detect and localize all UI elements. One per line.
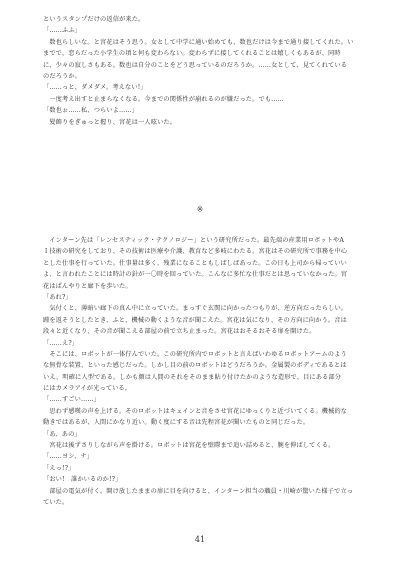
page-number: 41 xyxy=(194,535,206,544)
text-line: 動きではあるが、人間にかなり近い。動く度にする音は先程宮花が聞いたものと同じだった。 xyxy=(43,419,310,427)
text-block-top xyxy=(43,14,355,128)
text-block-bottom xyxy=(43,235,355,508)
text-line: 踵を返そうとしたとき、ふと、機械の動くような音が聞こえた。宮花は気になり、その方向に向かう。音は xyxy=(43,316,347,324)
text-line: ていた。 xyxy=(43,498,69,506)
text-line: よ、と言われたことには時計の針が一〇時を回っていた。こんなに多忙な仕事だとは思っていなかった。宮 xyxy=(43,271,348,279)
section-separator: ※ xyxy=(196,205,204,214)
text-line: のだろうか。 xyxy=(43,72,82,80)
text-line: 「……すごい……」 xyxy=(43,396,101,404)
text-line: というスタンプだけの返信が来た。 xyxy=(43,16,145,23)
text-line: Ｉ技術の研究をしており、その技術は医療や介護、教育など多岐にわたる。宮花はその研究所で事務を中心 xyxy=(43,248,348,256)
text-line: 数也らしいな。と宮花はそう思う。女として中学に通い始めても、数也だけは今まで通り接してくれた。い xyxy=(43,38,354,46)
text-line: 「……ヨシ、ナ」 xyxy=(43,453,94,461)
text-line: 部屋の電気が付く。開け放したままの扉に目を向けると、インターン担当の職員・川崎が驚いた様子で立っ xyxy=(43,487,354,495)
text-line: に、少々の寂しさもある。数也は自分のことをどう思っているのだろうか。……女として、見てくれている xyxy=(43,61,348,69)
text-line: な無骨な装置、といった感じだった。しかし目の前のロボットはどうだろうか。金属製のボディであるとは xyxy=(43,362,347,370)
text-line: とした仕事を行っていた。仕事量は多く、残業になることもしばしばあった。この日も上司から帰っていい xyxy=(43,259,348,267)
text-line: 「おい! 誰かいるのか!?」 xyxy=(43,476,122,484)
text-line: インターン先は「レンセスティック・テクノロジー」という研究所だった。最先端の産業用ロボットやA xyxy=(43,237,344,244)
text-line: 「あ、あの」 xyxy=(43,430,81,438)
text-line: 「……ふふ」 xyxy=(43,27,82,35)
text-line: 一度考え出すと止まらなくなる。今までの関係性が崩れるのが嫌だった。でも…… xyxy=(43,95,284,103)
text-line: 「数也ぉ……私、つらいよ……」 xyxy=(43,107,139,115)
text-line: そこには、ロボットが一体佇んでいた。この研究所内でロボットと言えばいわゆるロボットアームのよう xyxy=(43,350,347,358)
text-line: にはカメラアイが光っている。 xyxy=(43,385,132,393)
text-line: いえ、明確に人型である。しかも顔は人間のそれをそのまま貼り付けたかのような造形で、目にある部分 xyxy=(43,373,342,381)
text-line: 「……え?」 xyxy=(43,339,79,347)
text-line: 花はぱんやりと廊下を歩いた。 xyxy=(43,282,132,290)
text-line: 段々と近くなり、その音が聞こえる部屋の前で立ち止まった。宮花はおそるおそる扉を開けた。 xyxy=(43,328,316,336)
text-line: までで、恋らだった小学生の頃と何も変わらない。変わらずに接してくれることは嬉しくもあるが、同時 xyxy=(43,50,341,58)
text-line: 「あれ?」 xyxy=(43,293,72,301)
text-line: 気付くと、薄暗い廊下の真ん中に立っていた。まっすぐ玄関に向かったつもりが、逆方向だったらしい。 xyxy=(43,305,348,313)
text-line: 髪飾りをぎゅっと握り、宮花は一人呟いた。 xyxy=(43,118,177,126)
text-line: 「……っと、ダメダメ。考えない!」 xyxy=(43,84,147,92)
text-line: 思わず感嘆の声を上げる。そのロボットはキュインと音をさせ宮花にゆっくりと近づいてくる。機械的な xyxy=(43,407,348,415)
text-line: 宮花は後ずさりしながら声を掛ける。ロボットは宮花を壁際まで追い詰めると、腕を伸ばしてくる。 xyxy=(43,442,335,450)
text-line: 「えっ!?」 xyxy=(43,464,75,472)
